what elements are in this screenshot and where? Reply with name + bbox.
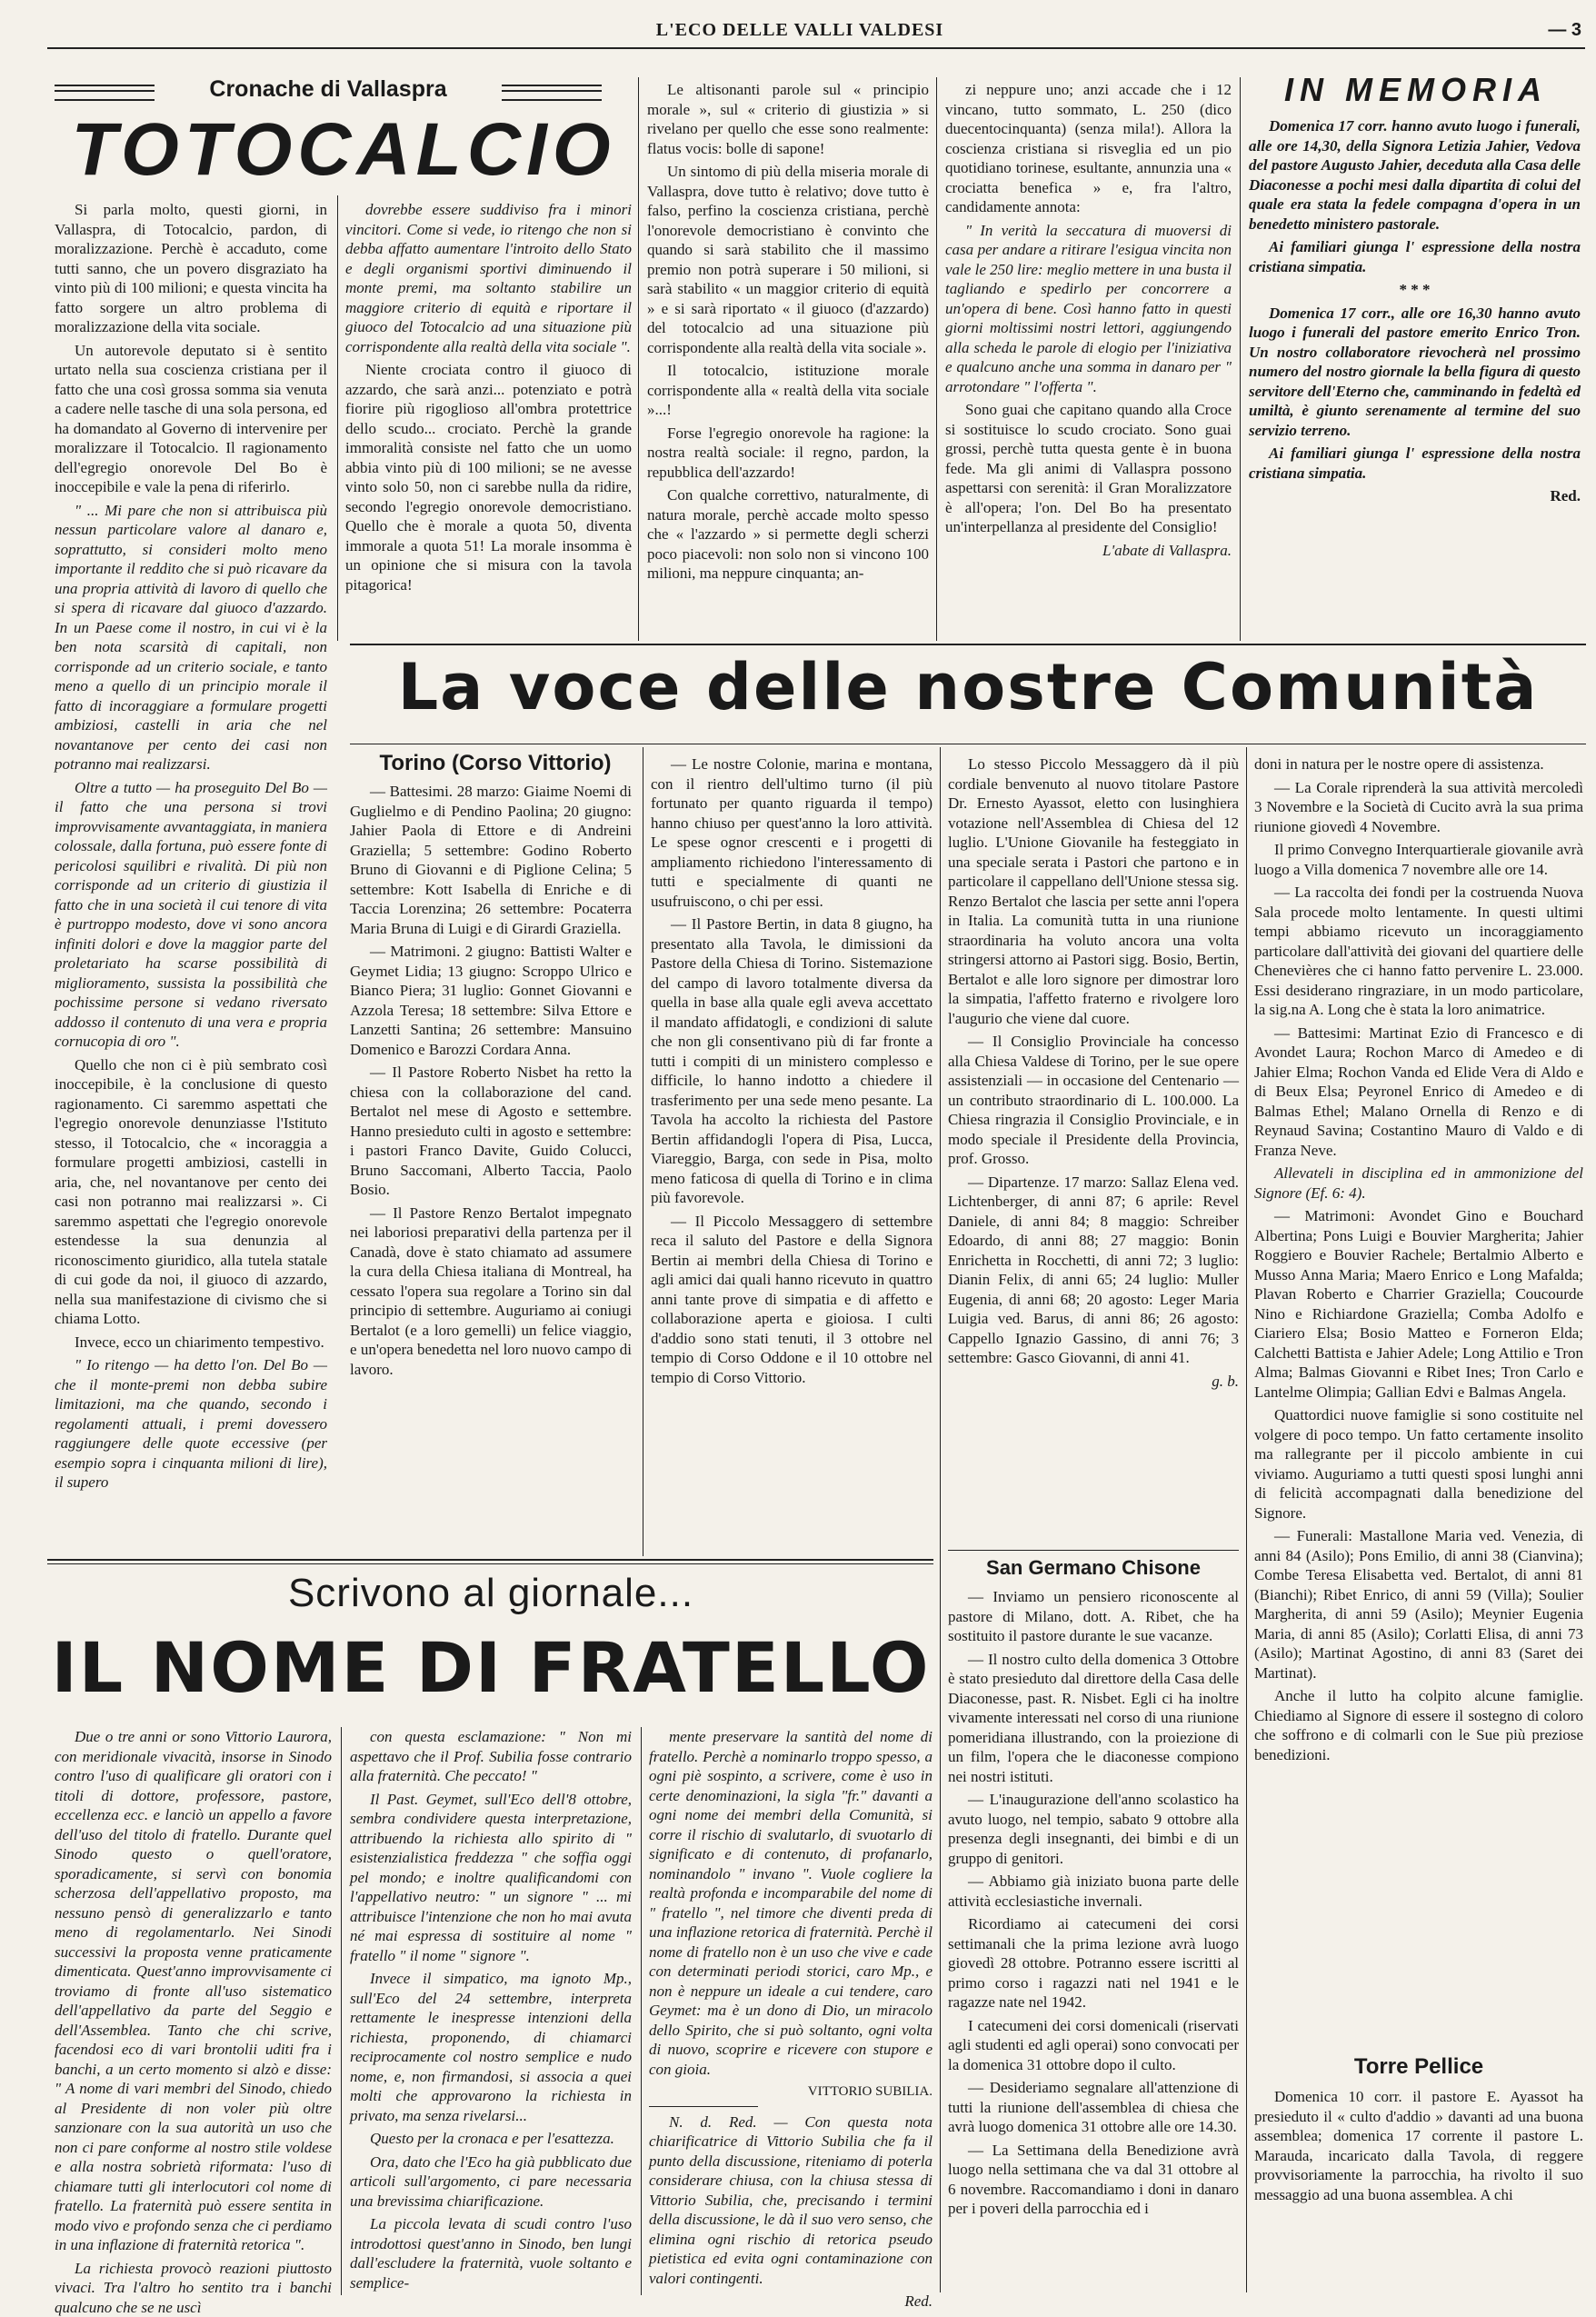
paragraph: Invece il simpatico, ma ignoto Mp., sull'Eco del 24 settembre, interpreta rettamente le inespresse intenzioni della richiesta, proponendo, di chiamarci reciprocamente col nostro semplice e nudo nome, e, non firmandosi, si associa a quei molti che approvarono la richiesta in privato, ma senza rivelarsi... — [350, 1969, 632, 2125]
paragraph: Ai familiari giunga l' espressione della nostra cristiana simpatia. — [1249, 237, 1581, 276]
paragraph: — Matrimoni: Avondet Gino e Bouchard Albertina; Pons Luigi e Bouvier Margherita; Jahier Roggiero e Bouvier Rachele; Bertalmio Alberto e Musso Anna Maria; Maero Enrico e Long Mafalda; Plavan Roberto e Charrier Graziella; Coucourde Nino e Richiardone Graziella; Comba Adolfo e Ciariero Elsa; Bosio Matteo e Forneron Elda; Calchetti Battista e Jahier Adele; Long Attilio e Tron Alma; Balmas Giovanni e Ribet Ines; Tron Carlo e Lantelme Olimpia; Gallian Edvi e Balmas Angela. — [1254, 1206, 1583, 1402]
paragraph: Quello che non ci è più sembrato così inoccepibile, è la conclusione di questo ragionamento. Ci saremmo aspettati che l'egregio onorevole denunziasse l'Istituto stesso, il Totocalcio, che « incoraggia a formulare progetti ambiziosi, castelli in aria, che, nel novantanove per cento dei casi non potranno mai realizzarsi ». Ci saremmo aspettati che l'egregio onorevole estendesse la sua denunzia al riconoscimento giuridico, alla tutela statale di cui gode da noi, il giuoco di azzardo, nella sua manifestazione di civismo che si chiama Lotto. — [55, 1055, 327, 1329]
paragraph: — Abbiamo già iniziato buona parte delle attività ecclesiastiche invernali. — [948, 1872, 1239, 1911]
memoria-title: IN MEMORIA — [1247, 71, 1585, 109]
page-number: — 3 — [1509, 20, 1581, 41]
paragraph: I catecumeni dei corsi domenicali (riservati agli studenti ed agli operai) sono convocati per la domenica 31 ottobre dopo il culto. — [948, 2016, 1239, 2075]
paragraph: — Il Pastore Renzo Bertalot impegnato nei laboriosi preparativi della partenza per il Canadà, dove è stato chiamato ad assumere la cura della Chiesa italiana di Montreal, ha cessato l'opera sua regolare a Torino sin dal principio di settembre. Auguriamo ai coniugi Bertalot (e a loro gemelli) un felice viaggio, e un'opera benedetta nel loro nuovo campo di lavoro. — [350, 1203, 632, 1380]
paragraph: Niente crociata contro il giuoco di azzardo, che sarà anzi... potenziato e potrà fiorire più rigoglioso all'ombra protettrice dello scudo... crociato. Perchè la grande immoralità consiste nel fatto che un uomo abbia vinto più di 100 milioni; se ne avesse vinto solo 50, non ci sarebbe nulla da ridire, secondo l'egregio onorevole democristiano. Quello che è morale a quota 50, diventa immorale a quota 51! La morale insomma è un opinione che si misura con la tavola pitagorica! — [345, 360, 632, 594]
paragraph: — Il Piccolo Messaggero di settembre reca il saluto del Pastore e della Signora Bertin ai membri della Chiesa di Torino e agli amici dai quali hanno ricevuto in quattro anni tante prove di simpatia e di affetto e collaborazione aperta e gioiosa. I culti d'addio sono stati tenuti, il 3 ottobre nel tempio di Corso Oddone e il 10 ottobre nel tempio di Corso Vittorio. — [651, 1212, 933, 1388]
totocalcio-col2 — [345, 200, 632, 645]
section-rule — [350, 644, 1586, 645]
paragraph: Forse l'egregio onorevole ha ragione: la nostra realtà sociale: il regno, pardon, la repubblica dell'azzardo! — [647, 424, 929, 483]
paragraph: — Le nostre Colonie, marina e montana, con il rientro dell'ultimo turno (il più fortunato per quanto riguarda il tempo) hanno chiuso per quest'anno la loro attività. Le spese ognor crescenti e i progetti di ampliamento richiedono l'interessamento di tutti e specialmente di quanti ne usufruiscono, o chi per essi. — [651, 754, 933, 911]
quote-paragraph: " ... Mi pare che non si attribuisca più nessun particolare valore al danaro e, soprattutto, si consideri molto meno importante il reddito che si può ricavare da una propria attività di lavoro di quello che si spera di ricavare dal giuoco d'azzardo. In un Paese come il nostro, in cui vi è la ben nota scarsità di capitali, non corrisponde ad un criterio sociale, e tanto meno a quello di un principio morale il fatto di incoraggiare a formulare progetti ambiziosi, castelli in aria che nel novantanove per cento dei casi non potranno mai realizzarsi. — [55, 501, 327, 774]
paragraph: — Funerali: Mastallone Maria ved. Venezia, di anni 84 (Asilo); Pons Emilio, di anni 38 (Cianvina); Combe Teresa Elisabetta ved. Bertalot, di anni 81 (Bianchi); Ribet Enrico, di anni 59 (Villa); Soulier Margherita, di anni 59 (Asilo); Meynier Eugenia Maria, di anni 85 (Asilo); Corlatti Elisa, di anni 73 (Asilo); Martinat Agostino, di anni 83 (Saret dei Martinat). — [1254, 1526, 1583, 1683]
paragraph: Questo per la cronaca e per l'esattezza. — [350, 2129, 632, 2149]
paragraph: Invece, ecco un chiarimento tempestivo. — [55, 1333, 327, 1353]
fratello-col3 — [649, 1727, 933, 2295]
paragraph: Il primo Convegno Interquartierale giovanile avrà luogo a Villa domenica 7 novembre alle ore 14. — [1254, 840, 1583, 879]
paragraph: — Il Pastore Bertin, in data 8 giugno, ha presentato alla Tavola, le dimissioni da Pastore della Chiesa di Torino. Sistemazione del campo di lavoro totalmente diversa da quella in base alla quale egli aveva accettato il mandato affidatogli, e condizioni di salute che non gli consentivano più di far fronte a tutti i compiti di un ministero complesso e difficile, lo hanno indotto a chiedere il trasferimento per una sede meno pesante. La Tavola ha accolto la richiesta del Pastore Bertin affidandogli l'opera di Pisa, Lucca, Viareggio, Barga, con sede in Pisa, molto meno faticosa di quella di Torino e in clima più favorevole. — [651, 914, 933, 1208]
paragraph: La richiesta provocò reazioni piuttosto vivaci. Tra l'altro ho sentito tra i banchi qualcuno che se ne uscì — [55, 2259, 332, 2317]
paragraph: — Il Consiglio Provinciale ha concesso alla Chiesa Valdese di Torino, per le sue opere assistenziali — in occasione del Centenario — un contributo straordinario di L. 100.000. La Chiesa ringrazia il Consiglio Provinciale, e in modo speciale il Presidente della Provincia, prof. Grosso. — [948, 1032, 1239, 1169]
paragraph: Un sintomo di più della miseria morale di Vallaspra, dove tutto è relativo; dove tutto è falso, perfino la coscienza cristiana, perchè l'onorevole democristiano è convinto che quando si sarà stabilito che il massimo premio non potrà superare i 50 milioni, si sarà stabilito « un maggior criterio di equità » e si sarà riportato « il giuoco (d'azzardo) del totocalcio ad una situazione più corrispondente alla realtà della vita sociale ». — [647, 162, 929, 357]
quote-paragraph: Oltre a tutto — ha proseguito Del Bo — il fatto che una persona si trovi improvvisamente avvantaggiata, in maniera colossale, dalla fortuna, può essere fonte di pericolosi squilibri e rivalità. Di più non corrisponde ad un criterio di giustizia il fatto che in una società il cui tenore di vita è purtroppo modesto, dove vi sono ancora infiniti dolori e dove la maggior parte del proletariato ha scarse possibilità di miglioramento, sussista la possibilità che pochissime persone si vedano riversato addosso il contenuto di una vera e propria cornucopia di oro ". — [55, 778, 327, 1052]
paragraph: Con qualche correttivo, naturalmente, di natura morale, perchè accade molto spesso che « l'azzardo » si permette degli scherzi poco piacevoli: non solo non si vincono 100 milioni, ma neppure cinquanta; an- — [647, 485, 929, 584]
paragraph: zi neppure uno; anzi accade che i 12 vincano, tutto sommato, L. 250 (dico duecentocinquanta) (senza mila!). Allora la coscienza cristiana si risveglia ed un pio quotidiano torinese, esultante, annunzia una « crociatta benefica » e, fra l'altro, candidamente annota: — [945, 80, 1232, 217]
column-rule — [337, 195, 338, 641]
totocalcio-col1 — [55, 200, 327, 1545]
article-signature: g. b. — [948, 1372, 1239, 1392]
paragraph: La piccola levata di scudi contro l'uso introdottosi quest'anno in Sinodo, ben lungi dall'escludere la fraternità, vuole soltanto e semplice- — [350, 2214, 632, 2292]
section-rule — [47, 1563, 933, 1564]
column-rule — [1246, 747, 1247, 2292]
paragraph: Un autorevole deputato si è sentito urtato nella sua coscienza cristiana per il fatto che una così grossa somma sia venuta a cadere nelle tasche di una sola persona, ed ha domandato al Governo di intervenire per moralizzare il Totocalcio. Il ragionamento dell'egregio onorevole Del Bo è inoccepibile e vale la pena di riferirlo. — [55, 341, 327, 497]
memoria-body — [1249, 116, 1581, 644]
paragraph: Domenica 17 corr., alle ore 16,30 hanno avuto luogo i funerali del pastore emerito Enrico Tron. Un nostro collaboratore rievocherà nel prossimo numero del nostro giornale la bella figura di questo servitore dell'Eterno che, camminando in fedeltà ed umiltà, è giunto serenamente al termine del suo servizio terreno. — [1249, 304, 1581, 441]
column-rule — [341, 1727, 342, 2295]
comunita-title: La voce delle nostre Comunità — [350, 650, 1586, 724]
paragraph: — La raccolta dei fondi per la costruenda Nuova Sala procede molto lentamente. In questi ultimi tempi abbiamo ricevuto un incoraggiamento particolare dall'attività dei giovani del quartiere delle Chenevières che ci hanno fatto pervenire L. 23.000. Essi desiderano ringraziare, in un modo particolare, la sig.na A. Long che è stata la loro animatrice. — [1254, 883, 1583, 1020]
fratello-col2 — [350, 1727, 632, 2295]
fratello-col1 — [55, 1727, 332, 2295]
torre-heading: Torre Pellice — [1254, 2054, 1583, 2080]
paragraph: — La Settimana della Benedizione avrà luogo nella settimana che va dal 31 ottobre al 6 novembre. Raccomandiamo i doni in danaro per i poveri della parrocchia ed i — [948, 2141, 1239, 2219]
torino-col2 — [651, 754, 933, 1559]
quote-paragraph: dovrebbe essere suddiviso fra i minori vincitori. Come si vede, io ritengo che non si debba affatto aumentare l'introito dello Stato e degli organismi sportivi diminuendo il monte premi, ma soltanto stabilire un maggiore criterio di equità e riportare il giuoco del Totocalcio ad una situazione più corrispondente alla realtà della vita sociale ". — [345, 200, 632, 356]
torre-body — [1254, 2087, 1583, 2287]
paragraph: Ai familiari giunga l' espressione della nostra cristiana simpatia. — [1249, 444, 1581, 483]
paragraph: — Inviamo un pensiero riconoscente al pastore di Milano, dott. A. Ribet, che ha sostituito il pastore durante le sue vacanze. — [948, 1587, 1239, 1646]
paragraph: — Desideriamo segnalare all'attenzione di tutti la riunione dell'assemblea di chiesa che avrà luogo domenica 31 ottobre alle ore 14.30. — [948, 2078, 1239, 2137]
totocalcio-kicker: Cronache di Vallaspra — [160, 76, 496, 103]
paragraph: — Il nostro culto della domenica 3 Ottobre è stato presieduto dal direttore della Casa delle Diaconesse, past. R. Nisbet. Egli ci ha inoltre vivamente interessati nel corso di una riunione pomeridiana illustrando, con la proiezione di un film, l'opera che le diaconesse compiono nei nostri istituti. — [948, 1650, 1239, 1787]
article-signature: L'abate di Vallaspra. — [945, 541, 1232, 561]
paragraph: Ricordiamo ai catecumeni dei corsi settimanali che la prima lezione avrà luogo giovedì 28 ottobre. Potranno essere iscritti al primo corso i ragazzi nati nel 1941 e le ragazze nate nel 1942. — [948, 1914, 1239, 2012]
totocalcio-col4 — [945, 80, 1232, 644]
newspaper-masthead: L'ECO DELLE VALLI VALDESI — [636, 20, 963, 41]
paragraph: mente preservare la santità del nome di fratello. Perchè a nominarlo troppo spesso, a ogni piè sospinto, a scrivere, come è uso in certe denominazioni, la sigla "fr." davanti a ogni nome dei membri della Comunità, si corre il rischio di svalutarlo, di svuotarlo di significato e di contenuto, di profanarlo, nominandolo " invano ". Vuole cogliere la realtà profonda e incomparabile del nome di " fratello ", nel timore che diventi preda di una inflazione retorica di fraternità. Perchè il nome di fratello non è un uso che vive e cade con determinati periodi storici, caro Mp., e non è neppure un ideale a cui tendere, caro Geymet: ma è un dono di Dio, un miracolo dello Spirito, che si può soltanto, ogni volta di nuovo, scoprire e ricevere con stupore e con gioia. — [649, 1727, 933, 2079]
paragraph: Si parla molto, questi giorni, in Vallaspra, di Totocalcio, pardon, di moralizzazione. Perchè è accaduto, come tutti sanno, che un povero disgraziato ha vinto più di 100 milioni; e questa vincita ha fatto sorgere un altro problema di moralizzazione della vita sociale. — [55, 200, 327, 337]
verse-paragraph: Allevateli in disciplina ed in ammonizione del Signore (Ef. 6: 4). — [1254, 1163, 1583, 1203]
totocalcio-col3 — [647, 80, 929, 644]
article-signature: Red. — [649, 2292, 933, 2312]
paragraph: Quattordici nuove famiglie si sono costituite nel volgere di poco tempo. Un fatto certamente insolito ma rallegrante per il piccolo ambiente in cui viviamo. Auguriamo a tutti questi sposi lunghi anni di felicità accompagnati dalla benedizione del Signore. — [1254, 1405, 1583, 1523]
kicker-rule-left — [55, 85, 155, 101]
column-rule — [1240, 77, 1241, 641]
section-rule — [47, 1559, 933, 1561]
column-rule — [940, 747, 941, 2292]
paragraph: — Il Pastore Roberto Nisbet ha retto la chiesa con la collaborazione del cand. Bertalot nel mese di Agosto e settembre. Hanno presieduto culti in agosto e settembre: i pastori Franco Davite, Guido Colucci, Bruno Saccomani, Alberto Taccia, Paolo Bosio. — [350, 1063, 632, 1200]
paragraph: Domenica 17 corr. hanno avuto luogo i funerali, alle ore 14,30, della Signora Letizia Jahier, Vedova del pastore Augusto Jahier, deceduta alla Casa delle Diaconesse a pochi mesi dalla dipartita di colui del quale era stata la fedele compagna d'opera in un benedetto ministero pastorale. — [1249, 116, 1581, 234]
sangermano-heading: San Germano Chisone — [948, 1556, 1239, 1580]
paragraph: — Matrimoni. 2 giugno: Battisti Walter e Geymet Lidia; 13 giugno: Scroppo Ulrico e Bianco Piera; 31 luglio: Gonnet Giovanni e Azzola Teresa; 18 settembre: Silva Ettore e Lanzetti Santina; 26 settembre: Mansuino Domenico e Barozzi Cordara Anna. — [350, 942, 632, 1059]
section-rule — [948, 1550, 1239, 1551]
editor-note: N. d. Red. — Con questa nota chiarificatrice di Vittorio Subilia che fa il punto della discussione, riteniamo di poterla considerare chiusa, con la chiusa stessa di Vittorio Subilia, che, precisando i termini della discussione, le dà il suo vero senso, che elimina ogni rischio di retorica pseudo pietistica ed evita ogni contaminazione con valori contingenti. — [649, 2112, 933, 2289]
article-signature: Red. — [1249, 486, 1581, 506]
paragraph: Ora, dato che l'Eco ha già pubblicato due articoli sull'argomento, ci pare necessaria una brevissima chiarificazione. — [350, 2152, 632, 2212]
torino-heading: Torino (Corso Vittorio) — [350, 751, 641, 776]
paragraph: Il totocalcio, istituzione morale corrispondente alla « realtà della vita sociale »...! — [647, 361, 929, 420]
paragraph: Le altisonanti parole sul « principio morale », sul « criterio di giustizia » si rivelano per quello che esse sono realmente: flatus vocis: bolle di sapone! — [647, 80, 929, 158]
paragraph: Il Past. Geymet, sull'Eco dell'8 ottobre, sembra condividere questa interpretazione, attribuendo la richiesta allo spirito di " esistenzialistica freddezza " che soffia oggi pel mondo; e inoltre qualificandomi con l'appellativo neutro: " un signore " ... mi attribuisce l'intenzione che non ho mai avuta né mai espressa di sostituire al nome " fratello " il nome " signore ". — [350, 1790, 632, 1966]
quote-paragraph: " Io ritengo — ha detto l'on. Del Bo — che il monte-premi non debba subire limitazioni, ma che quando, secondo i regolamenti attuali, i premi dovessero raggiungere delle quote eccessive (per esempio sopra i cinquanta milioni di lire), il supero — [55, 1355, 327, 1493]
kicker-rule-right — [502, 85, 602, 101]
separator-stars: * * * — [1249, 280, 1581, 300]
quote-paragraph: " In verità la seccatura di muoversi di casa per andare a ritirare l'esigua vincita non vale le 250 lire: meglio mettere in una busta il tagliando e spedirlo per concorrere a un'opera di bene. Così hanno fatto in questi giorni moltissimi nostri lettori, aggiungendo alla scheda le parole di elogio per l'iniziativa e qualcuno anche una somma in danaro per " arrotondare " l'offerta ". — [945, 221, 1232, 397]
paragraph: — Battesimi: Martinat Ezio di Francesco e di Avondet Laura; Rochon Marco di Amedeo e di Jahier Elma; Rochon Vanda ed Elide Vera di Aldo e di Beux Elsa; Peyronel Enrico di Amedeo e di Balmas Ethel; Malano Ornella di Renzo e di Reynaud Savina; Costantino Mauro di Valdo e di Franza Neve. — [1254, 1024, 1583, 1161]
header-rule — [47, 47, 1585, 49]
paragraph: doni in natura per le nostre opere di assistenza. — [1254, 754, 1583, 774]
column-rule — [936, 77, 937, 641]
sangermano-body — [948, 1587, 1239, 2296]
fratello-title: IL NOME DI FRATELLO — [50, 1627, 932, 1708]
paragraph: Domenica 10 corr. il pastore E. Ayassot ha presieduto il « culto d'addio » davanti ad una buona assemblea; domenica 17 corrente il pastore L. Marauda, incaricato dalla Tavola, di reggere provvisoriamente la parrocchia, ha rivolto il suo messaggio ad una buona assemblea. A chi — [1254, 2087, 1583, 2204]
column-rule — [638, 77, 639, 641]
paragraph: Anche il lutto ha colpito alcune famiglie. Chiediamo al Signore di essere il sostegno di coloro che soffrono e di colmarli con le Sue più preziose benedizioni. — [1254, 1686, 1583, 1764]
paragraph: Sono guai che capitano quando alla Croce si sostituisce lo scudo crociato. Sono guai grossi, perchè tutta questa gente è in buona fede. Ma gli animi di Vallaspra possono aspettarsi con serenità: il Gran Moralizzatore è all'opera; l'on. Del Bo ha presentato un'interpellanza al presidente del Consiglio! — [945, 400, 1232, 537]
column-rule — [641, 1727, 642, 2295]
torino-col3 — [948, 754, 1239, 1545]
paragraph: — Battesimi. 28 marzo: Giaime Noemi di Guglielmo e di Pendino Paolina; 20 giugno: Jahier Paola di Ettore e di Andreini Graziella; 5 settembre: Godino Roberto Bruno di Giovanni e di Piglione Celina; 5 settembre: Kott Isabella di Enriche e di Taccia Lorenzina; 26 settembre: Pocaterra Maria Bruna di Luigi e di Girardi Graziella. — [350, 782, 632, 938]
totocalcio-title: TOTOCALCIO — [53, 107, 634, 193]
paragraph: con questa esclamazione: " Non mi aspettavo che il Prof. Subilia fosse contrario alla fraternità. Che peccato! " — [350, 1727, 632, 1786]
torino-col1 — [350, 782, 632, 1563]
note-rule — [649, 2106, 758, 2107]
sangermano-col4 — [1254, 754, 1583, 2027]
article-signature: VITTORIO SUBILIA. — [649, 2082, 933, 2102]
paragraph: Due o tre anni or sono Vittorio Laurora, con meridionale vivacità, insorse in Sinodo contro l'uso di qualificare gli oratori con i titoli di dottore, professore, pastore, eccellenza ecc. e lanciò un appello a favore dell'uso del titolo di fratello. Durante quel Sinodo questo o quell'oratore, sporadicamente, si servì con bonomia scherzosa dell'appellativo proposto, ma nessuno pensò di generalizzarlo e tanto meno di regolamentarlo. Nei Sinodi successivi la proposta venne praticamente dimenticata. Quest'anno improvvisamente ci troviamo di fronte all'uso sistematico dell'appellativo da parte del Seggio e dell'Assemblea. Tanto che chi scrive, facendosi eco di vari brontolii uditi fra i banchi, a un certo momento si alzò e disse: " A nome di vari membri del Sinodo, chiedo al Presidente di non voler più oltre sanzionare con la sua autorità un uso che non ci pare conforme al nostro stile voldese e alla nostra sobrietà riformata: l'uso di chiamare tutti gli interlocutori col nome di fratello. La fraternità può essere sentita in modo vivo e profondo senza che ci perdiamo in una inflazione di fraternità retorica ". — [55, 1727, 332, 2255]
paragraph: — L'inaugurazione dell'anno scolastico ha avuto luogo, nel tempio, sabato 9 ottobre alla presenza degli insegnanti, dei bimbi e di un gruppo di genitori. — [948, 1790, 1239, 1868]
paragraph: — Dipartenze. 17 marzo: Sallaz Elena ved. Lichtenberger, di anni 87; 6 aprile: Revel Daniele, di anni 84; 8 maggio: Schreiber Edoardo, di anni 88; 27 maggio: Bonin Enrichetta in Rocchetti, di anni 72; 3 luglio: Dianin Felix, di anni 65; 24 luglio: Muller Eugenia, di anni 68; 20 agosto: Leger Maria Luigia ved. Barus, di anni 86; 26 agosto: Cappello Ignazio Gassino, di anni 76; 3 settembre: Gasco Giovanni, di anni 41. — [948, 1173, 1239, 1368]
paragraph: — La Corale riprenderà la sua attività mercoledì 3 Novembre e la Società di Cucito avrà la sua prima riunione giovedì 4 Novembre. — [1254, 778, 1583, 837]
fratello-kicker: Scrivono al giornale... — [236, 1571, 745, 1616]
paragraph: Lo stesso Piccolo Messaggero dà il più cordiale benvenuto al nuovo titolare Pastore Dr. Ernesto Ayassot, eletto con lusinghiera votazione nell'Assemblea di Chiesa del 12 luglio. L'Unione Giovanile ha festeggiato in una speciale serata i Pastori che partono e in particolare il cappellano dell'Unione stessa sig. Renzo Bertalot che lascia per sette anni l'opera in Italia. La comunità tutta in una riunione straordinaria ha voluto ancora una volta stringersi attorno ai Pastori sigg. Bosio, Bertin, Bertalot e alle loro signore per dimostrar loro la simpatia, l'affetto fraterno e rivolgere loro l'augurio che viene dal cuore. — [948, 754, 1239, 1028]
